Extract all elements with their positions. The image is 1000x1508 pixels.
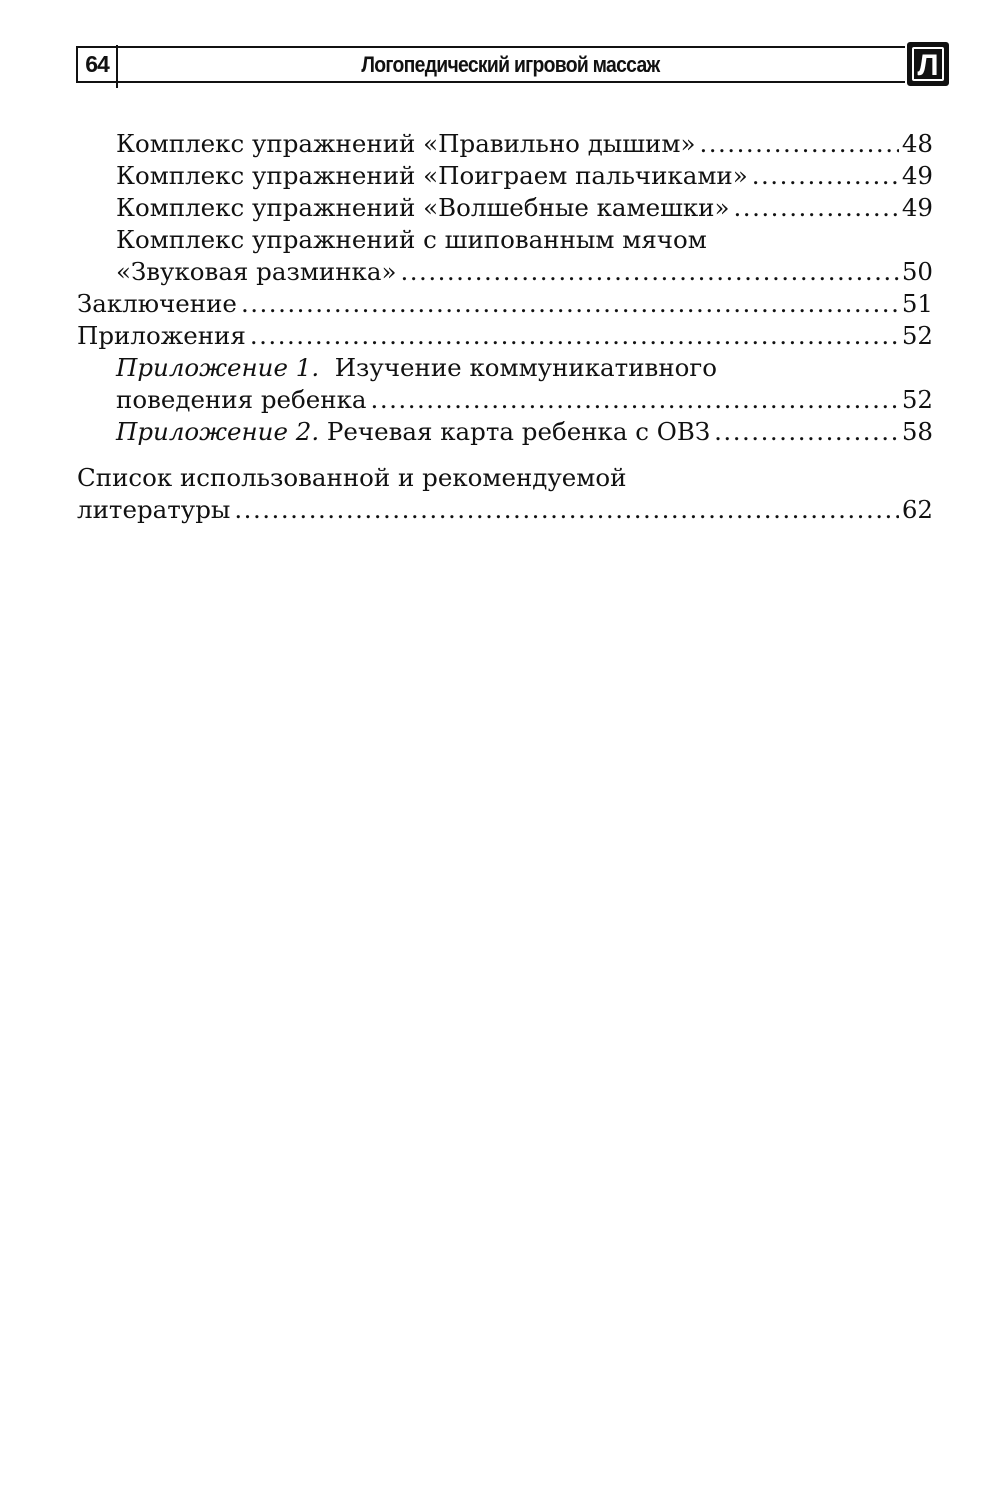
toc-entry-title-cont: литературы — [77, 495, 231, 524]
toc-entry-prefix: Приложение 1. — [116, 353, 320, 382]
toc-page-number: 49 — [901, 193, 933, 222]
toc-entry-title: Комплекс упражнений с шипованным мячом — [116, 225, 707, 254]
dot-leader — [241, 288, 899, 320]
toc-entry — [77, 352, 933, 416]
toc-entry-prefix: Приложение 2. — [116, 417, 320, 446]
toc-entry-title: Приложения — [77, 321, 246, 350]
dot-leader — [371, 384, 899, 416]
toc-entry-title-cont: поведения ребенка — [116, 385, 367, 414]
dot-leader — [699, 128, 898, 160]
toc-entry-title: Заключение — [77, 289, 237, 318]
toc-page-number: 52 — [901, 385, 933, 414]
toc-entry — [77, 224, 933, 288]
toc-entry — [77, 192, 933, 224]
toc-entry-title: Изучение коммуникативного — [334, 353, 717, 382]
running-title: Логопедический игровой массаж — [361, 52, 660, 77]
toc-entry-title: Список использованной и рекомендуемой — [77, 463, 627, 492]
toc-page-number: 58 — [901, 417, 933, 446]
toc-entry-title: Комплекс упражнений «Правильно дышим» — [116, 129, 696, 158]
toc-page-number: 52 — [901, 321, 933, 350]
toc-entry-title: Комплекс упражнений «Волшебные камешки» — [116, 193, 730, 222]
publisher-logo-icon — [907, 42, 949, 86]
toc-page-number: 62 — [901, 495, 933, 524]
toc-entry — [77, 288, 933, 320]
dot-leader — [250, 320, 899, 352]
toc-entry — [77, 462, 933, 526]
toc-page-number: 50 — [901, 257, 933, 286]
toc-entry-title: Речевая карта ребенка с ОВЗ — [326, 417, 711, 446]
logo-letter: Л — [912, 47, 944, 81]
toc-page-number: 49 — [901, 161, 933, 190]
toc-entry-title: Комплекс упражнений «Поиграем пальчиками» — [116, 161, 748, 190]
dot-leader — [734, 192, 899, 224]
dot-leader — [752, 160, 899, 192]
toc-entry — [77, 416, 933, 448]
page-number: 64 — [76, 46, 116, 83]
dot-leader — [400, 256, 898, 288]
dot-leader — [234, 494, 898, 526]
toc-entry — [77, 320, 933, 352]
header-rule-bottom — [76, 81, 905, 83]
table-of-contents — [77, 128, 933, 526]
toc-entry-title-cont: «Звуковая разминка» — [116, 257, 397, 286]
dot-leader — [714, 416, 899, 448]
toc-page-number: 51 — [901, 289, 933, 318]
running-header — [76, 42, 949, 88]
toc-entry — [77, 160, 933, 192]
toc-page-number: 48 — [901, 129, 933, 158]
toc-entry — [77, 128, 933, 160]
